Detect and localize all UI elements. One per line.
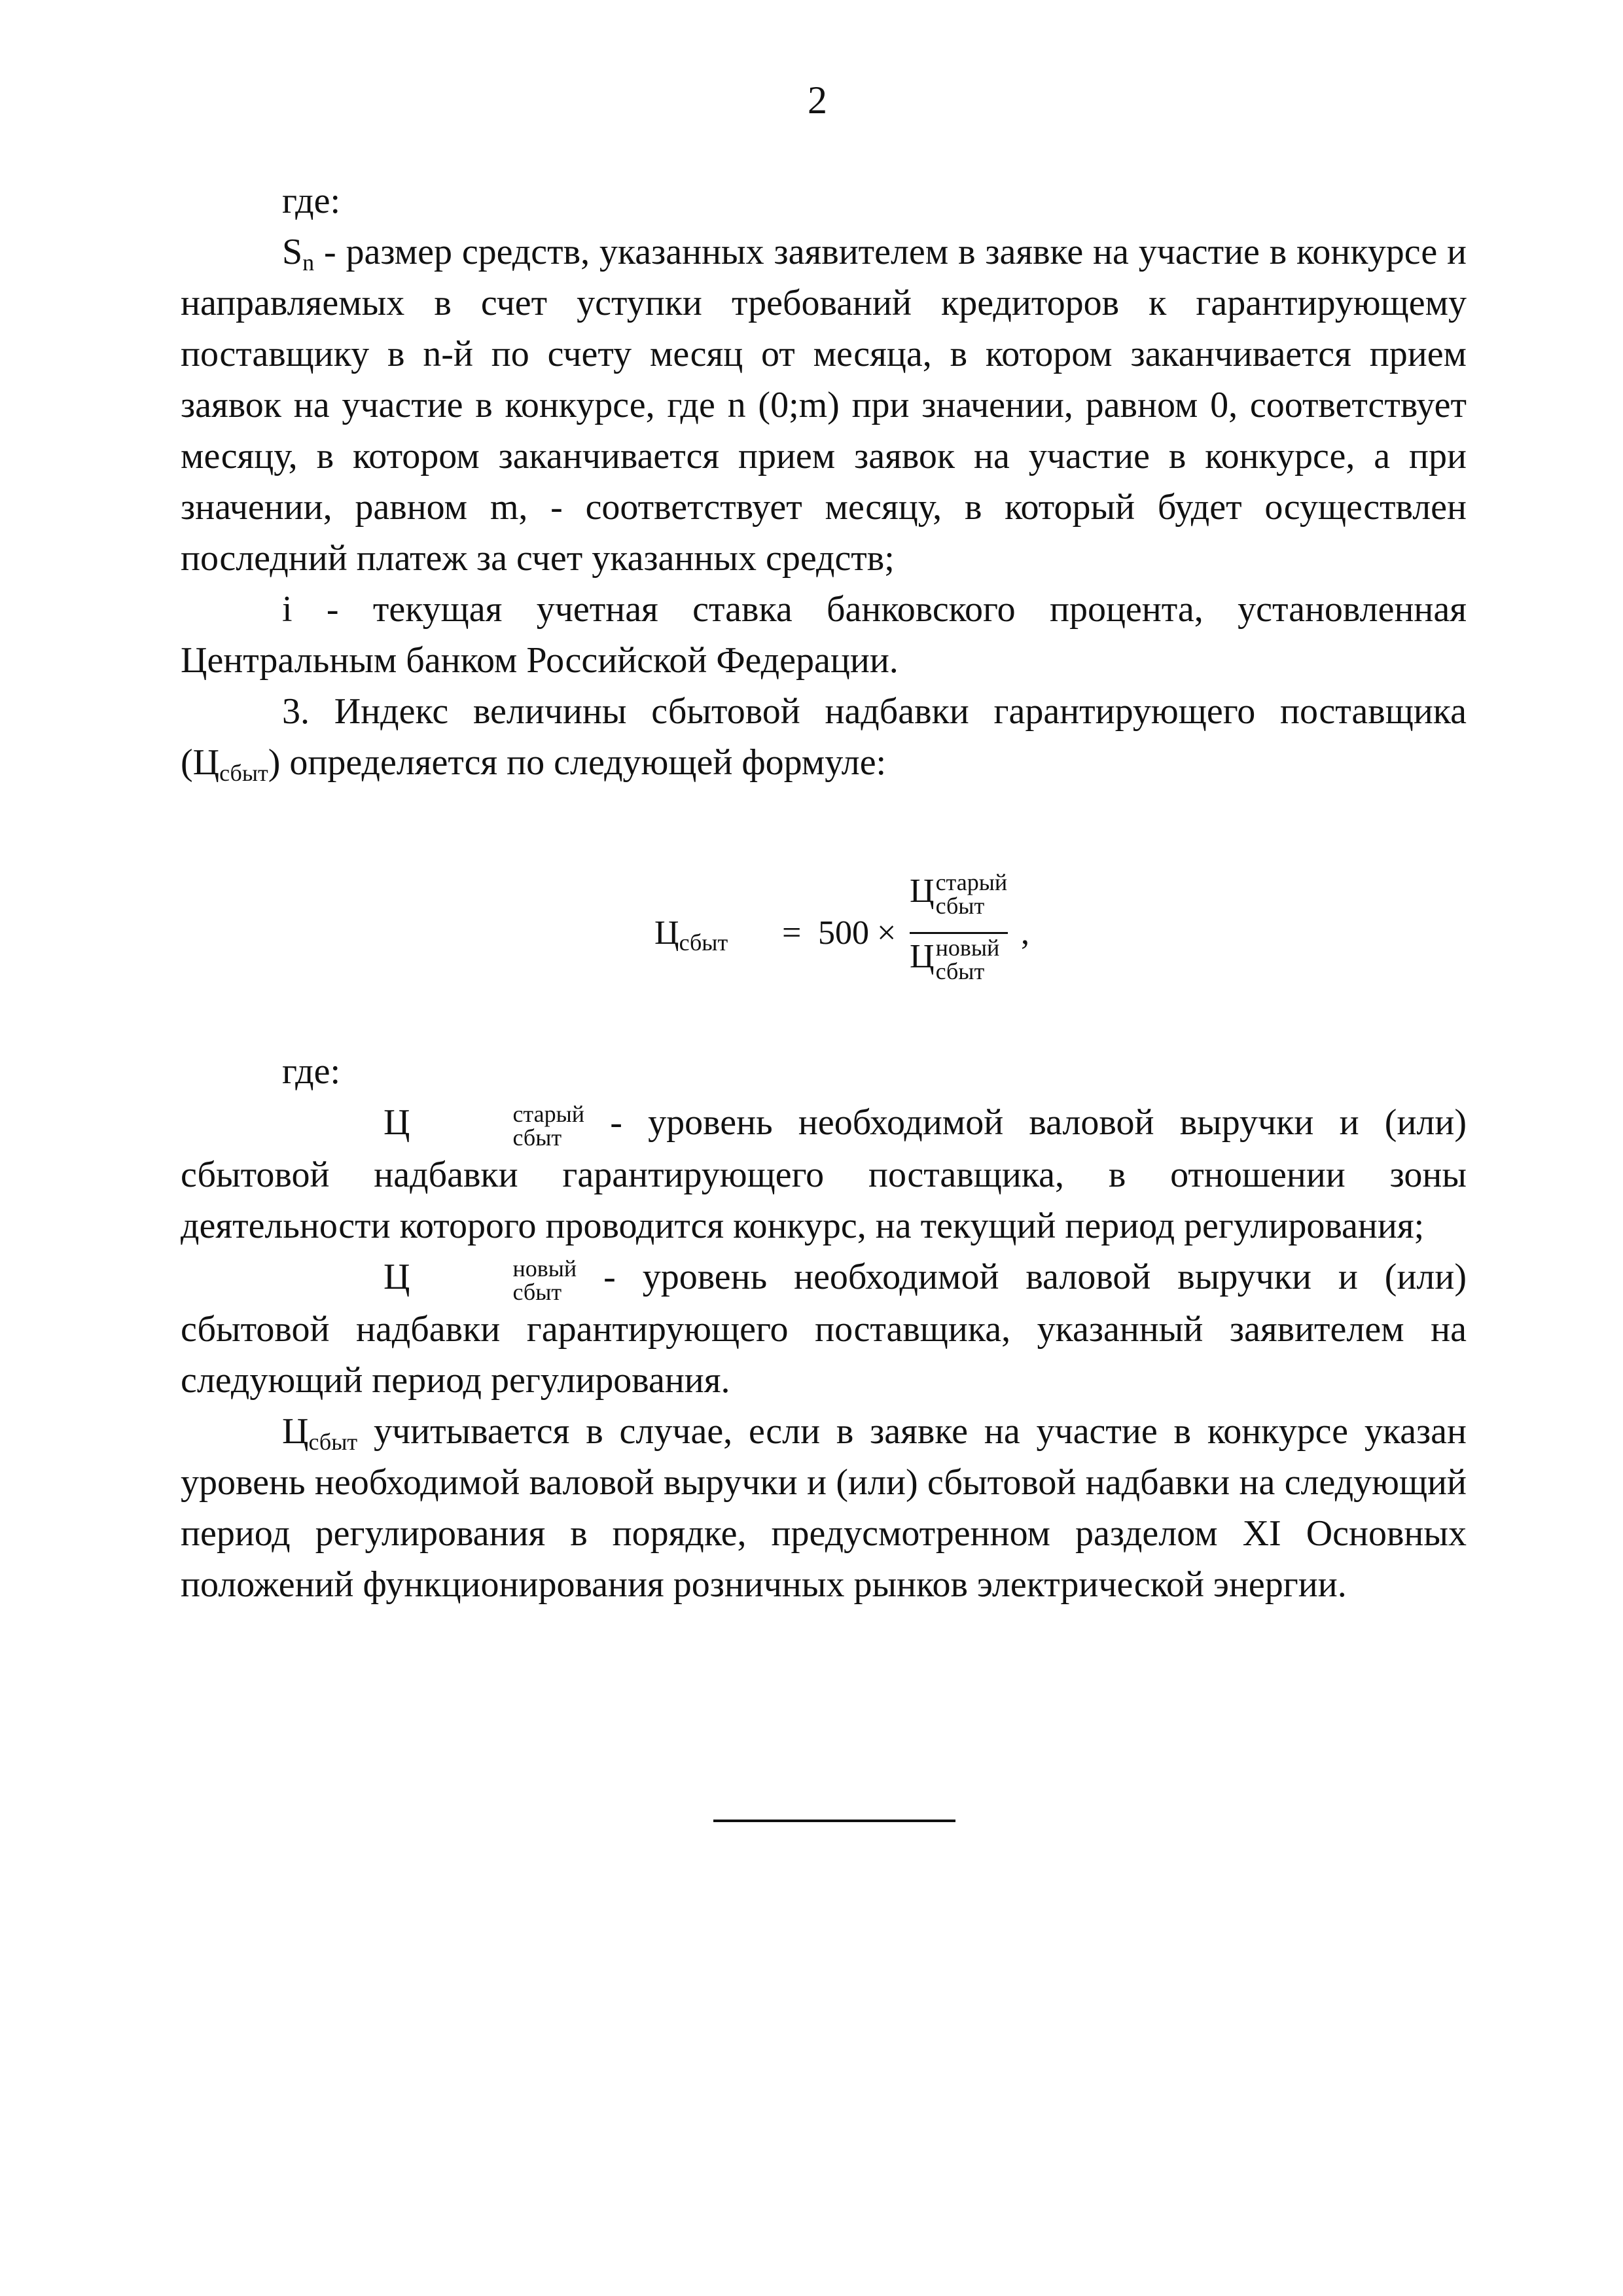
- formula-equals: =: [782, 914, 802, 952]
- i-definition-text: - текущая учетная ставка банковского процента, установленная Центральным банком Российской Федерации.: [181, 589, 1467, 681]
- formula-fraction: [910, 870, 1014, 988]
- where-label-2: где:: [282, 1051, 341, 1092]
- section-3-text-start: 3. Индекс величины сбытовой надбавки гарантирующего поставщика (: [181, 691, 1467, 783]
- section-3-intro: [181, 686, 1467, 788]
- ts-stary-symbol: Ц старый сбыт: [383, 1101, 585, 1151]
- formula-times: ×: [877, 914, 897, 952]
- formula-comma: ,: [1021, 914, 1029, 952]
- novy-definition-text: - уровень необходимой валовой выручки и (или) сбытовой надбавки гарантирующего поставщика, указанный заявителем на следующий период регулирования.: [181, 1257, 1467, 1401]
- ts-sbyt-condition: [181, 1406, 1467, 1610]
- fraction-denominator: Ц новый сбыт: [910, 935, 1000, 984]
- stary-definition-text: - уровень необходимой валовой выручки и (или) сбытовой надбавки гарантирующего поставщика, в отношении зоны деятельности которого проводится конкурс, на текущий период регулирования;: [181, 1102, 1467, 1247]
- ts-sbyt-inline: $Ц_{сбыт}$: [192, 742, 268, 786]
- section-3-text-end: ) определяется по следующей формуле:: [268, 742, 887, 783]
- i-symbol: i: [282, 589, 293, 630]
- sn-definition-text: - размер средств, указанных заявителем в заявке на участие в конкурсе и направляемых в счет уступки требований кредиторов к гарантирующему поставщику в n-й по счету месяц от месяца, в котором заканчивается прием заявок на участие в конкурсе, где n (0;m) при значении, равном 0, соответствует месяцу, в котором заканчивается прием заявок на участие в конкурсе, а при значении, равном m, - соответствует месяцу, в который будет осуществлен последний платеж за счет указанных средств;: [181, 232, 1467, 579]
- ts-sbyt-condition-text: учитывается в случае, если в заявке на участие в конкурсе указан уровень необходимой валовой выручки и (или) сбытовой надбавки на следующий период регулирования в порядке, предусмотренном разделом XI Основных положений функционирования розничных рынков электрической энергии.: [181, 1411, 1467, 1605]
- where-label-1: где:: [282, 181, 341, 221]
- formula: [654, 869, 1029, 988]
- stary-definition: [181, 1097, 1467, 1251]
- formula-coefficient: 500: [818, 914, 869, 952]
- definitions-block-1: [181, 175, 1467, 788]
- page-number: 2: [808, 79, 827, 122]
- fraction-line: [910, 932, 1008, 934]
- novy-definition: [181, 1251, 1467, 1406]
- definitions-block-2: [181, 1046, 1467, 1610]
- sn-symbol: $S_n$: [282, 232, 315, 276]
- ts-novy-symbol: Ц новый сбыт: [383, 1255, 577, 1306]
- ts-sbyt-symbol: $Ц_{сбыт}$: [282, 1411, 358, 1456]
- formula-lhs: $Ц_{сбыт}$: [654, 914, 728, 956]
- i-definition: [181, 584, 1467, 686]
- sn-definition: [181, 226, 1467, 584]
- fraction-numerator: Ц старый сбыт: [910, 869, 1008, 919]
- end-rule: [713, 1820, 955, 1822]
